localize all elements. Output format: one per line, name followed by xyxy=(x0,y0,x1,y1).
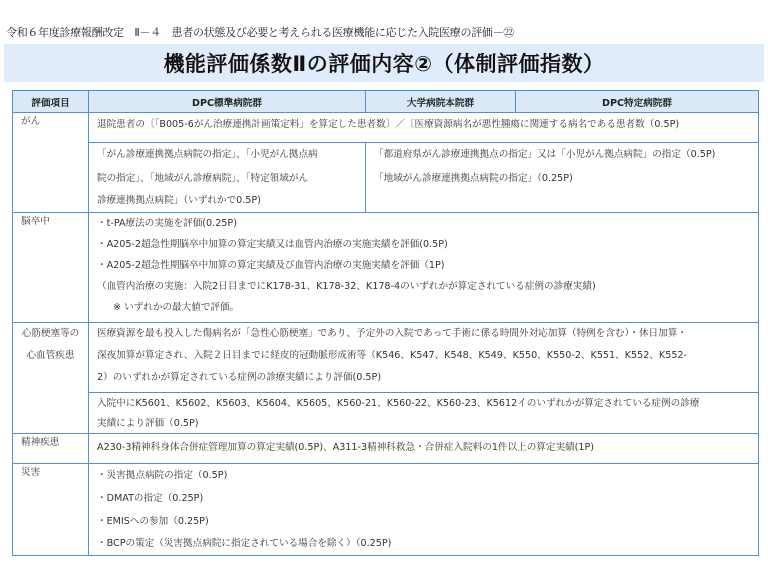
stroke-criteria xyxy=(89,213,759,323)
category-psych: 精神疾患 xyxy=(13,434,89,464)
cancer-standard-line: 「がん診療連携拠点病院の指定」、「小児がん拠点病 xyxy=(97,149,318,160)
column-header-university: 大学病院本院群 xyxy=(366,91,516,113)
table-row-disaster xyxy=(13,464,759,556)
table-row-stroke xyxy=(13,213,759,323)
document-subtitle: 令和６年度診療報酬改定 Ⅱ－４ 患者の状態及び必要と考えられる医療機能に応じた入院医療の評価－㉒ xyxy=(6,26,515,39)
category-disaster: 災害 xyxy=(13,464,89,556)
disaster-line: ・EMISへの参加（0.25P) xyxy=(97,516,209,527)
disaster-line: ・DMATの指定（0.25P) xyxy=(97,493,204,504)
page-title: 機能評価係数Ⅱの評価内容②（体制評価指数） xyxy=(163,52,605,76)
category-cardio-line: 心筋梗塞等の xyxy=(21,328,80,339)
table-row-cardio-1 xyxy=(13,323,759,393)
cancer-standard-line: 院の指定」、「地域がん診療病院」、「特定領域がん xyxy=(97,173,309,184)
cardio-criteria-2 xyxy=(89,393,759,434)
category-cancer: がん xyxy=(13,113,89,213)
cancer-standard-criteria xyxy=(89,143,366,213)
title-band xyxy=(4,44,764,82)
stroke-line: ・A205-2超急性期脳卒中加算の算定実績又は血管内治療の実施実績を評価(0.5P) xyxy=(97,239,448,250)
category-cardio-line: 心血管疾患 xyxy=(26,350,75,361)
table-row-cancer-shared xyxy=(13,113,759,143)
cardio-line: 医療資源を最も投入した傷病名が「急性心筋梗塞」であり、予定外の入院であって手術に係る時間外対応加算（特例を含む）・休日加算・ xyxy=(97,328,687,339)
table-row-psych xyxy=(13,434,759,464)
stroke-note: ※ いずれかの最大値で評価。 xyxy=(113,302,240,313)
disaster-line: ・BCPの策定（災害拠点病院に指定されている場合を除く）（0.25P) xyxy=(97,538,392,549)
psych-line: A230-3精神科身体合併症管理加算の算定実績(0.5P)、A311-3精神科救急・合併症入院料の1件以上の算定実績(1P) xyxy=(97,442,595,453)
cancer-standard-line: 診療連携拠点病院」（いずれかで0.5P) xyxy=(97,195,261,206)
category-stroke: 脳卒中 xyxy=(13,213,89,323)
psych-criteria xyxy=(89,434,759,464)
stroke-line: （血管内治療の実施：入院2日目までにK178-31、K178-32、K178-4のいずれかが算定されている症例の診療実績) xyxy=(97,281,596,292)
cardio-line: 2）のいずれかが算定されている症例の診療実績により評価(0.5P) xyxy=(97,372,382,383)
column-header-category: 評価項目 xyxy=(13,91,89,113)
cardio-line: 深夜加算が算定され、入院２日目までに経皮的冠動脈形成術等（K546、K547、K548、K549、K550、K550-2、K551、K552、K552- xyxy=(97,350,687,361)
category-cardio xyxy=(13,323,89,434)
cardio-line: 入院中にK5601、K5602、K5603、K5604、K5605、K560-21、K560-22、K560-23、K5612イのいずれかが算定されている症例の診療 xyxy=(97,398,700,409)
table-row-cancer-split xyxy=(13,143,759,213)
table-row-cardio-2 xyxy=(13,393,759,434)
cardio-line: 実績により評価（0.5P) xyxy=(97,418,199,429)
column-header-dpc-standard: DPC標準病院群 xyxy=(89,91,366,113)
cancer-shared-criteria xyxy=(89,113,759,143)
stroke-line: ・t-PA療法の実施を評価(0.25P) xyxy=(97,218,237,229)
disaster-criteria xyxy=(89,464,759,556)
cancer-other-criteria xyxy=(366,143,759,213)
cancer-shared-text: 退院患者の〔「B005-6がん治療連携計画策定料」を算定した患者数〕／〔医療資源病名が悪性腫瘍に関連する病名である患者数（0.5P) xyxy=(97,119,680,130)
cancer-other-line: 「都道府県がん診療連携拠点の指定」又は「小児がん拠点病院」の指定（0.5P) xyxy=(374,149,716,160)
evaluation-table xyxy=(12,90,759,556)
column-header-dpc-specific: DPC特定病院群 xyxy=(516,91,759,113)
stroke-line: ・A205-2超急性期脳卒中加算の算定実績及び血管内治療の実施実績を評価（1P) xyxy=(97,260,445,271)
cardio-criteria-1 xyxy=(89,323,759,393)
cancer-other-line: 「地域がん診療連携拠点病院の指定」（0.25P) xyxy=(374,173,573,184)
disaster-line: ・災害拠点病院の指定（0.5P) xyxy=(97,470,228,481)
table-header-row xyxy=(13,91,759,113)
